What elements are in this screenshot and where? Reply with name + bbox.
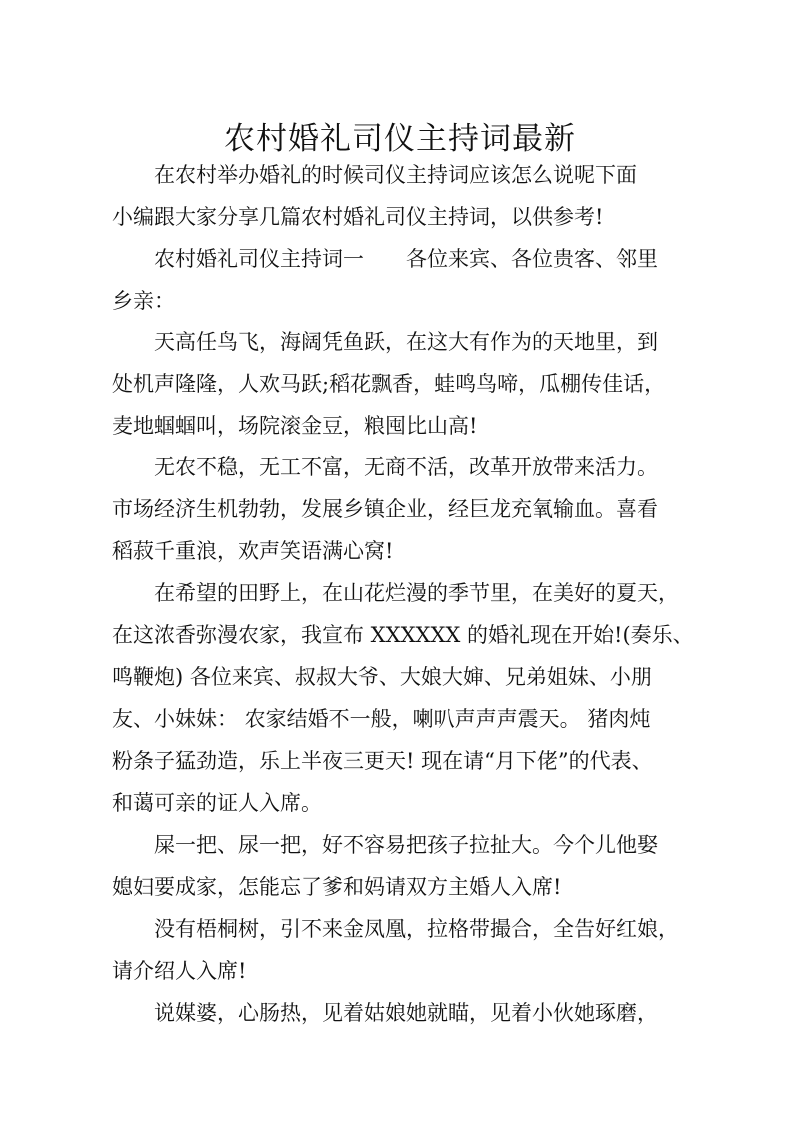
paragraph-line: 农村婚礼司仪主持词一 各位来宾、各位贵客、邻里 bbox=[154, 247, 658, 271]
paragraph-line: 请介绍人入席! bbox=[112, 959, 247, 983]
paragraph-line: 在希望的田野上，在山花烂漫的季节里，在美好的夏天， bbox=[154, 581, 679, 605]
paragraph-line: 没有梧桐树，引不来金凤凰，拉格带撮合，全告好红娘， bbox=[154, 917, 679, 941]
paragraph-line: 粉条子猛劲造，乐上半夜三更天! 现在请“月下佬”的代表、 bbox=[112, 749, 653, 773]
paragraph-parents bbox=[112, 824, 684, 908]
paragraph-sky bbox=[112, 321, 684, 447]
paragraph-line: 屎一把、尿一把，好不容易把孩子拉扯大。今个儿他娶 bbox=[154, 833, 658, 857]
paragraph-line: 媳妇要成家，怎能忘了爹和妈请双方主婚人入席! bbox=[112, 875, 562, 899]
paragraph-line: 说媒婆，心肠热，见着姑娘她就瞄，见着小伙她琢磨， bbox=[154, 1001, 658, 1025]
paragraph-line: 天高任鸟飞，海阔凭鱼跃，在这大有作为的天地里，到 bbox=[154, 330, 658, 354]
paragraph-line: 友、小妹妹： 农家结婚不一般，喇叭声声声震天。 猪肉炖 bbox=[112, 707, 651, 731]
paragraph-line: 鸣鞭炮) 各位来宾、叔叔大爷、大娘大婶、兄弟姐妹、小朋 bbox=[112, 665, 652, 689]
paragraph-ceremony-start bbox=[112, 572, 694, 824]
document-title: 农村婚礼司仪主持词最新 bbox=[224, 120, 576, 157]
paragraph-matchmaker bbox=[112, 908, 684, 992]
paragraph-line: 小编跟大家分享几篇农村婚礼司仪主持词，以供参考! bbox=[112, 205, 604, 229]
paragraph-intro bbox=[112, 154, 684, 238]
paragraph-line: 在农村举办婚礼的时候司仪主持词应该怎么说呢下面 bbox=[154, 163, 637, 187]
paragraph-line: 和蔼可亲的证人入席。 bbox=[112, 791, 322, 815]
paragraph-go-between bbox=[112, 992, 684, 1034]
paragraph-line: 稻菽千重浪，欢声笑语满心窝! bbox=[112, 539, 394, 563]
paragraph-line: 麦地蝈蝈叫，场院滚金豆，粮囤比山高! bbox=[112, 414, 478, 438]
paragraph-line: 无农不稳，无工不富，无商不活，改革开放带来活力。 bbox=[154, 455, 658, 479]
paragraph-line: 处机声隆隆，人欢马跃;稻花飘香，蛙鸣鸟啼，瓜棚传佳话， bbox=[112, 372, 666, 396]
paragraph-heading-one bbox=[112, 238, 684, 322]
paragraph-line: 市场经济生机勃勃，发展乡镇企业，经巨龙充氧输血。喜看 bbox=[112, 497, 658, 521]
paragraph-line: 在这浓香弥漫农家，我宣布 XXXXXX 的婚礼现在开始!(奏乐、 bbox=[112, 623, 694, 647]
paragraph-agriculture bbox=[112, 446, 684, 572]
paragraph-line: 乡亲： bbox=[112, 289, 175, 313]
